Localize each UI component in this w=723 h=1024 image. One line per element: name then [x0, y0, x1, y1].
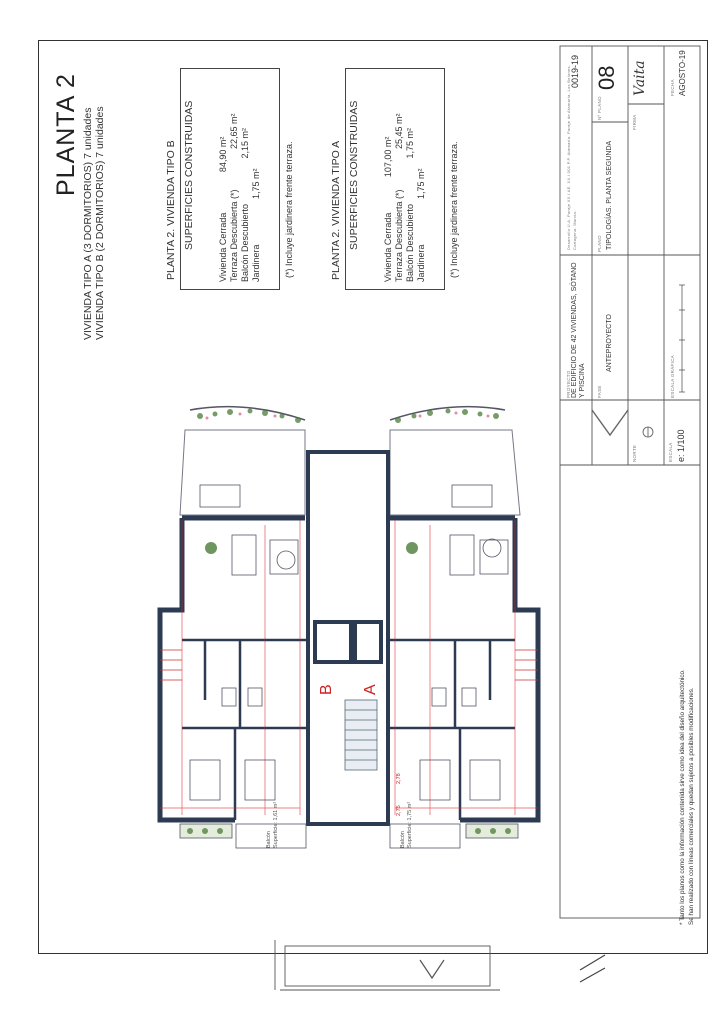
balcony-a-label: Balcón Superficie: 1,75 m²: [400, 801, 413, 848]
signature-caption: FIRMA: [632, 114, 637, 130]
subtitle-line-b: VIVIENDA TIPO B (2 DORMITORIOS) 7 unidades: [94, 106, 106, 340]
plan-label-b: B: [318, 684, 335, 695]
dim-a: 2,75: [396, 805, 402, 816]
type-a-row: Vivienda Cerrada 107,00 m²: [383, 136, 393, 282]
type-a-heading: PLANTA 2. VIVIENDA TIPO A: [330, 140, 342, 280]
type-b-row: Jardinera 1,75 m²: [251, 168, 261, 282]
subtitle-line-a: VIVIENDA TIPO A (3 DORMITORIOS) 7 unidades: [82, 107, 94, 340]
type-a-row: Balcón Descubierto 1,75 m²: [405, 127, 415, 282]
phase-caption: FASE: [597, 385, 602, 398]
type-b-heading: PLANTA 2. VIVIENDA TIPO B: [165, 140, 177, 280]
dim-b: 2,78: [396, 773, 402, 784]
plan-label-a: A: [362, 684, 379, 695]
phase: ANTEPROYECTO: [606, 314, 613, 372]
scale-caption: ESCALA: [668, 442, 673, 462]
project-code: 0019-19: [570, 54, 580, 88]
project-caption: PROYECTO: [566, 370, 571, 398]
plane-caption: PLANO: [597, 235, 602, 252]
north-caption: NORTE: [632, 444, 637, 462]
address: Desarrollo U.A. Paraje XX / AE. XX / 001 P.P. Atamaría. Paraje de Atamaría, Los Belones. Cartagena. Murcia.: [566, 64, 577, 250]
type-a-row: Jardinera 1,75 m²: [416, 168, 426, 282]
type-b-row: Balcón Descubierto 2,15 m²: [240, 127, 250, 282]
date-caption: FECHA: [670, 79, 675, 96]
type-b-row: Vivienda Cerrada 84,90 m²: [218, 136, 228, 282]
type-b-note: (*) Incluye jardinera frente terraza.: [284, 141, 294, 278]
disclaimer-line-1: * Tanto los planos como la información contenida sirve como idea del diseño arquitectónico.: [679, 669, 686, 925]
disclaimer-line-2: Se han realizado con líneas comerciales y quedan sujetos a posibles modificaciones.: [688, 687, 695, 925]
type-a-note: (*) Incluye jardinera frente terraza.: [449, 141, 459, 278]
type-a-row: Terraza Descubierta (*) 25,45 m²: [394, 113, 404, 282]
signature: Vaita: [632, 60, 648, 96]
balcony-b-label: Balcón Superficie: 1,61 m²: [266, 801, 279, 848]
scale-value: e: 1/100: [676, 429, 686, 462]
type-a-box-title: SUPERFICIES CONSTRUIDAS: [348, 100, 360, 250]
plane-number: 08: [594, 65, 619, 90]
scale-bar-caption: ESCALA GRÁFICA: [670, 355, 675, 398]
plane-name: TIPOLOGÍAS. PLANTA SEGUNDA: [606, 140, 613, 250]
type-b-row: Terraza Descubierta (*) 22,65 m²: [229, 113, 239, 282]
number-caption: Nº PLANO: [597, 96, 602, 120]
project-name: DE EDIFICIO DE 42 VIVIENDAS, SÓTANO Y PISCINA: [571, 262, 586, 398]
date: AGOSTO-19: [678, 50, 687, 96]
type-b-box-title: SUPERFICIES CONSTRUIDAS: [183, 100, 195, 250]
page-title: PLANTA 2: [52, 73, 80, 196]
